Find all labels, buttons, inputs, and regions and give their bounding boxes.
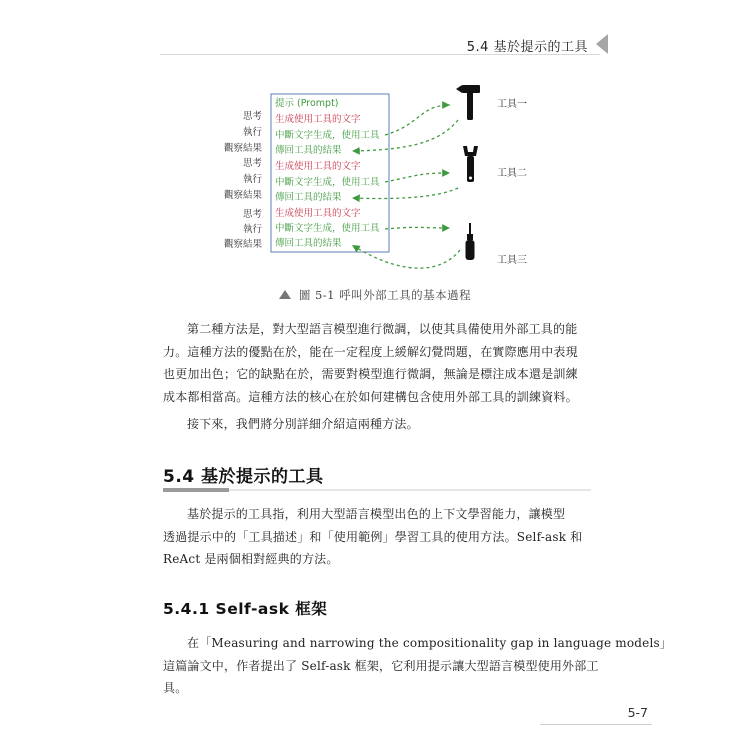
page-number: 5-7 xyxy=(627,705,648,720)
paragraph-line: 這篇論文中，作者提出了 Self-ask 框架，它利用提示讓大型語言模型使用外部工 xyxy=(163,658,599,673)
page-footer xyxy=(540,705,652,727)
prompt-line-interrupt-3: 中斷文字生成，使用工具 xyxy=(275,223,380,234)
section-rule xyxy=(163,489,591,491)
label-think-3: 思考 xyxy=(242,209,262,220)
paragraph-prompt-tools xyxy=(163,503,589,571)
arrow-to-tool-3 xyxy=(385,227,450,229)
label-execute-1: 執行 xyxy=(242,127,262,138)
label-execute-2: 執行 xyxy=(242,174,262,185)
subsection-heading: 5.4.1 Self-ask 框架 xyxy=(163,600,328,618)
prompt-line-generate-3: 生成使用工具的文字 xyxy=(275,208,361,219)
label-observe-1: 觀察結果 xyxy=(223,143,262,154)
figure-diagram xyxy=(0,80,750,300)
tool-label-1: 工具一 xyxy=(497,99,527,110)
paragraph-finetune xyxy=(163,318,589,408)
paragraph-line: 第二種方法是，對大型語言模型進行微調，以使其具備使用外部工具的能 xyxy=(187,322,578,336)
paragraph-line: 也更加出色；它的缺點在於，需要對模型進行微調，無論是標注成本還是訓練 xyxy=(163,367,578,381)
wrench-icon xyxy=(463,146,478,182)
arrow-from-tool-3 xyxy=(352,245,460,268)
label-think-1: 思考 xyxy=(242,111,262,122)
figure-tool-calling xyxy=(0,80,750,300)
label-observe-2: 觀察結果 xyxy=(223,190,262,201)
paragraph-line: 在「Measuring and narrowing the compositionality gap in language models」 xyxy=(187,636,673,650)
header-triangle-icon xyxy=(596,34,608,54)
paragraph-self-ask xyxy=(163,632,673,700)
prompt-line-generate-1: 生成使用工具的文字 xyxy=(275,114,361,125)
caption-triangle-icon xyxy=(279,290,291,299)
footer-rule xyxy=(540,724,652,725)
paragraph-line: 透過提示中的「工具描述」和「使用範例」學習工具的使用方法。Self-ask 和 xyxy=(163,529,583,544)
label-execute-3: 執行 xyxy=(242,224,262,235)
arrow-to-tool-1 xyxy=(385,105,450,135)
screwdriver-icon xyxy=(466,223,475,260)
paragraph-line: 成本都相當高。這種方法的核心在於如何建構包含使用外部工具的訓練資料。 xyxy=(163,389,578,404)
running-header xyxy=(160,28,600,58)
prompt-line-return-2: 傳回工具的結果 xyxy=(275,192,342,203)
tool-label-3: 工具三 xyxy=(497,255,527,266)
tool-label-2: 工具二 xyxy=(497,168,527,179)
caption-text: 圖 5-1 呼叫外部工具的基本過程 xyxy=(298,288,472,302)
paragraph-line: 具。 xyxy=(163,681,188,695)
running-header-title: 5.4 基於提示的工具 xyxy=(466,40,588,55)
paragraph-line: ReAct 是兩個相對經典的方法。 xyxy=(163,552,339,566)
paragraph-line: 接下來，我們將分別詳細介紹這兩種方法。 xyxy=(187,417,419,431)
label-observe-3: 觀察結果 xyxy=(223,239,262,250)
section-heading: 5.4 基於提示的工具 xyxy=(163,467,324,487)
paragraph-next xyxy=(163,413,589,436)
paragraph-line: 力。這種方法的優點在於，能在一定程度上緩解幻覺問題，在實際應用中表現 xyxy=(163,344,578,359)
paragraph-line: 基於提示的工具指，利用大型語言模型出色的上下文學習能力，讓模型 xyxy=(187,507,566,521)
prompt-line-return-1: 傳回工具的結果 xyxy=(275,145,342,156)
arrow-from-tool-2 xyxy=(352,188,458,199)
figure-caption xyxy=(0,287,750,303)
hammer-icon xyxy=(456,85,480,120)
arrow-to-tool-2 xyxy=(385,173,450,182)
label-think-2: 思考 xyxy=(242,158,262,169)
prompt-line-interrupt-1: 中斷文字生成，使用工具 xyxy=(275,130,380,141)
section-rule-accent xyxy=(163,488,229,492)
prompt-line-interrupt-2: 中斷文字生成，使用工具 xyxy=(275,177,380,188)
prompt-line-return-3: 傳回工具的結果 xyxy=(275,238,342,249)
prompt-line-generate-2: 生成使用工具的文字 xyxy=(275,161,361,172)
prompt-title: 提示 (Prompt) xyxy=(275,98,339,109)
